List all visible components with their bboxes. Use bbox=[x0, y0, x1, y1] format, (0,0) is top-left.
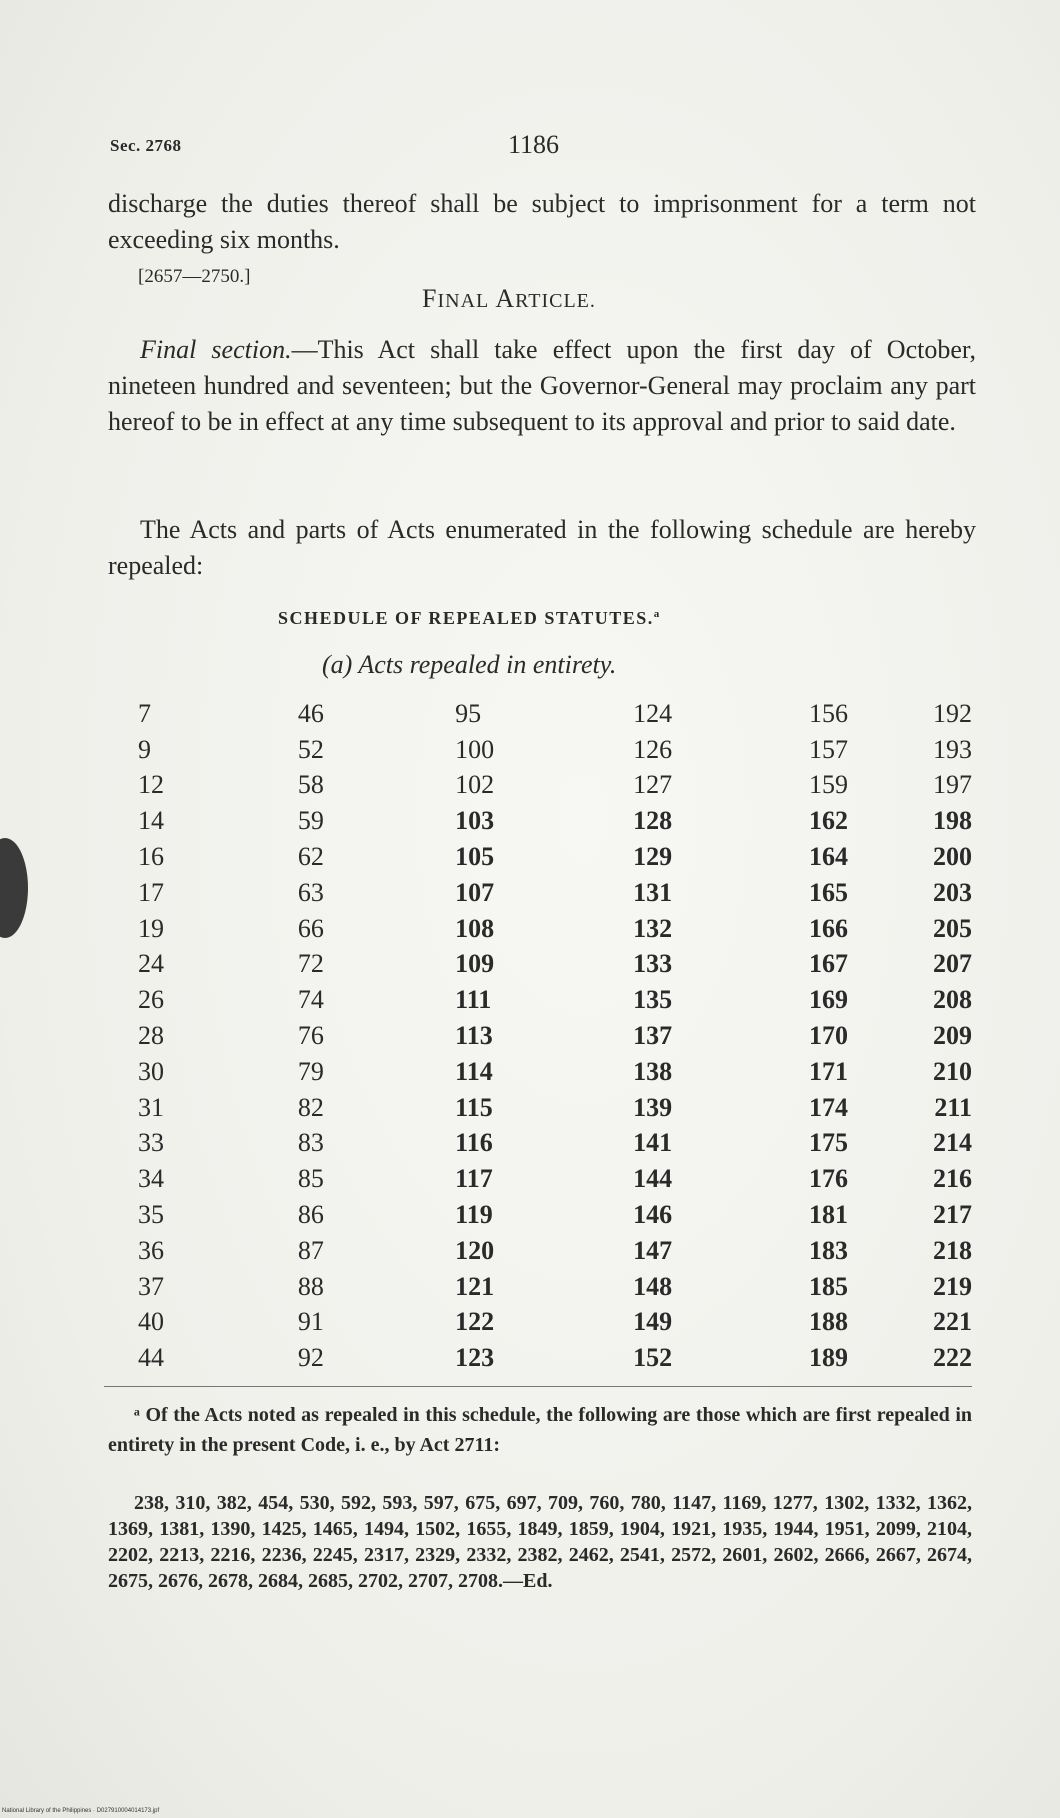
act-number-cell: 137 bbox=[633, 1021, 673, 1051]
act-number-cell: 208 bbox=[933, 985, 972, 1015]
act-number-cell: 36 bbox=[138, 1235, 164, 1265]
act-number-cell: 46 bbox=[297, 698, 324, 728]
act-number-cell: 109 bbox=[455, 949, 495, 979]
act-number-cell: 87 bbox=[297, 1235, 324, 1265]
act-number-cell: 157 bbox=[809, 734, 849, 764]
act-number-cell: 139 bbox=[633, 1092, 673, 1122]
act-number-cell: 156 bbox=[809, 698, 849, 728]
act-number-cell: 200 bbox=[933, 842, 972, 872]
act-number-cell: 193 bbox=[933, 734, 972, 764]
act-number-cell: 207 bbox=[933, 949, 972, 979]
article-heading-rest-1: INAL bbox=[437, 290, 490, 312]
table-row bbox=[108, 1233, 976, 1269]
article-heading-rest-2: RTICLE. bbox=[515, 290, 596, 312]
scan-artifact-dark-spot bbox=[0, 838, 28, 938]
act-number-cell: 117 bbox=[455, 1164, 493, 1194]
act-number-cell: 119 bbox=[455, 1200, 493, 1230]
act-number-cell: 40 bbox=[138, 1307, 164, 1337]
act-number-cell: 181 bbox=[809, 1200, 849, 1230]
act-number-cell: 138 bbox=[633, 1056, 673, 1086]
act-number-cell: 183 bbox=[809, 1235, 849, 1265]
act-number-cell: 185 bbox=[809, 1271, 849, 1301]
act-number-cell: 131 bbox=[633, 877, 673, 907]
act-number-cell: 95 bbox=[455, 698, 482, 728]
act-number-cell: 37 bbox=[138, 1271, 164, 1301]
act-number-cell: 209 bbox=[933, 1021, 972, 1051]
act-number-cell: 127 bbox=[633, 770, 673, 800]
act-number-cell: 174 bbox=[809, 1092, 849, 1122]
footnote-divider bbox=[104, 1386, 972, 1387]
table-row bbox=[108, 839, 976, 875]
footnote-act-list: 238, 310, 382, 454, 530, 592, 593, 597, 675, 697, 709, 760, 780, 1147, 1169, 1277, 1302, 1332, 1362, 1369, 1381, 1390, 1425, 1465, 1494, 1502, 1655, 1849, 1859, 1904, 1921, 1935, 1944, 1951, 2099, 2104, 2202, 2213, 2216, 2236, 2245, 2317, 2329, 2332, 2382, 2462, 2541, 2572, 2601, 2602, 2666, 2667, 2674, 2675, 2676, 2678, 2684, 2685, 2702, 2707, 2708.—Ed. bbox=[108, 1492, 972, 1592]
table-row bbox=[108, 911, 976, 947]
act-number-cell: 165 bbox=[809, 877, 849, 907]
act-number-cell: 74 bbox=[297, 985, 324, 1015]
act-number-cell: 79 bbox=[297, 1056, 324, 1086]
act-number-cell: 211 bbox=[934, 1092, 972, 1122]
act-number-cell: 72 bbox=[297, 949, 324, 979]
act-number-cell: 214 bbox=[933, 1128, 972, 1158]
act-number-cell: 205 bbox=[933, 913, 972, 943]
act-number-cell: 219 bbox=[933, 1271, 972, 1301]
section-number: Sec. 2768 bbox=[110, 136, 182, 155]
act-number-cell: 129 bbox=[633, 842, 673, 872]
act-number-cell: 83 bbox=[297, 1128, 324, 1158]
act-number-cell: 210 bbox=[933, 1056, 972, 1086]
article-heading bbox=[422, 284, 596, 314]
act-number-cell: 133 bbox=[633, 949, 673, 979]
repealed-acts-table-body bbox=[108, 696, 976, 1376]
schedule-title bbox=[278, 608, 661, 629]
act-number-cell: 35 bbox=[138, 1200, 164, 1230]
act-number-cell: 216 bbox=[933, 1164, 972, 1194]
act-number-cell: 128 bbox=[633, 806, 673, 836]
act-number-cell: 34 bbox=[138, 1164, 164, 1194]
act-number-cell: 30 bbox=[138, 1056, 164, 1086]
act-number-cell: 171 bbox=[809, 1056, 849, 1086]
act-number-cell: 197 bbox=[933, 770, 972, 800]
act-number-cell: 62 bbox=[297, 842, 324, 872]
act-number-cell: 12 bbox=[138, 770, 164, 800]
act-number-cell: 132 bbox=[633, 913, 673, 943]
act-number-cell: 152 bbox=[633, 1343, 673, 1373]
act-number-cell: 88 bbox=[297, 1271, 324, 1301]
table-row bbox=[108, 982, 976, 1018]
act-number-cell: 188 bbox=[809, 1307, 849, 1337]
act-number-cell: 33 bbox=[138, 1128, 164, 1158]
act-number-cell: 144 bbox=[633, 1164, 673, 1194]
table-row bbox=[108, 947, 976, 983]
table-row bbox=[108, 1054, 976, 1090]
act-number-cell: 66 bbox=[297, 913, 324, 943]
table-row bbox=[108, 732, 976, 768]
act-number-cell: 17 bbox=[138, 877, 164, 907]
schedule-subtitle: (a) Acts repealed in entirety. bbox=[322, 650, 617, 679]
act-number-cell: 14 bbox=[138, 806, 164, 836]
act-number-cell: 105 bbox=[455, 842, 495, 872]
table-row bbox=[108, 696, 976, 732]
act-number-cell: 218 bbox=[933, 1235, 972, 1265]
table-row bbox=[108, 1126, 976, 1162]
scan-credit: National Library of the Philippines · D027910004014173.jpf bbox=[2, 1808, 160, 1814]
footnote-text: ᵃ Of the Acts noted as repealed in this schedule, the following are those which are first repealed in entirety in the present Code, i. e., by Act 2711: bbox=[108, 1404, 972, 1456]
page-header bbox=[108, 130, 978, 160]
act-number-cell: 63 bbox=[297, 877, 324, 907]
schedule-title-text: SCHEDULE OF REPEALED STATUTES. bbox=[278, 608, 654, 628]
act-number-cell: 169 bbox=[809, 985, 849, 1015]
act-number-cell: 124 bbox=[633, 698, 673, 728]
act-number-cell: 26 bbox=[138, 985, 164, 1015]
repealed-acts-table bbox=[108, 696, 976, 1376]
table-row bbox=[108, 768, 976, 804]
act-number-cell: 167 bbox=[809, 949, 849, 979]
act-number-cell: 147 bbox=[633, 1235, 673, 1265]
act-number-cell: 176 bbox=[809, 1164, 849, 1194]
act-number-cell: 31 bbox=[138, 1092, 164, 1122]
article-heading-cap-1: F bbox=[422, 284, 438, 313]
act-number-cell: 59 bbox=[297, 806, 324, 836]
act-number-cell: 76 bbox=[297, 1021, 324, 1051]
act-number-cell: 9 bbox=[138, 734, 151, 764]
act-number-cell: 16 bbox=[138, 842, 164, 872]
act-number-cell: 114 bbox=[455, 1056, 493, 1086]
final-section-label: Final section. bbox=[140, 335, 292, 364]
act-number-cell: 149 bbox=[633, 1307, 673, 1337]
act-number-cell: 44 bbox=[138, 1343, 164, 1373]
act-number-cell: 102 bbox=[455, 770, 495, 800]
act-number-cell: 82 bbox=[297, 1092, 324, 1122]
act-number-cell: 135 bbox=[633, 985, 673, 1015]
page-number: 1186 bbox=[508, 130, 560, 159]
act-number-cell: 121 bbox=[455, 1271, 495, 1301]
act-number-cell: 217 bbox=[933, 1200, 972, 1230]
act-number-cell: 108 bbox=[455, 913, 495, 943]
act-number-cell: 91 bbox=[297, 1307, 324, 1337]
act-number-cell: 148 bbox=[633, 1271, 673, 1301]
act-number-cell: 111 bbox=[455, 985, 492, 1015]
act-number-cell: 221 bbox=[933, 1307, 972, 1337]
act-number-cell: 103 bbox=[455, 806, 495, 836]
table-row bbox=[108, 803, 976, 839]
act-number-cell: 120 bbox=[455, 1235, 495, 1265]
act-number-cell: 141 bbox=[633, 1128, 673, 1158]
act-number-cell: 19 bbox=[138, 913, 164, 943]
paragraph-continuation: discharge the duties thereof shall be subject to imprisonment for a term not exceeding six months. bbox=[108, 189, 976, 254]
act-number-cell: 159 bbox=[809, 770, 849, 800]
repeal-paragraph: The Acts and parts of Acts enumerated in the following schedule are hereby repealed: bbox=[108, 515, 976, 580]
act-number-cell: 86 bbox=[297, 1200, 324, 1230]
act-number-cell: 164 bbox=[809, 842, 849, 872]
act-number-cell: 122 bbox=[455, 1307, 495, 1337]
article-heading-cap-2: A bbox=[495, 284, 516, 313]
table-row bbox=[108, 1305, 976, 1341]
act-number-cell: 28 bbox=[138, 1021, 164, 1051]
act-number-cell: 7 bbox=[138, 698, 151, 728]
act-number-cell: 107 bbox=[455, 877, 495, 907]
final-section-text: —This Act shall take effect upon the first day of October, nineteen hundred and seventeen; but the Governor-General may proclaim any part hereof to be in effect at any time subsequent to its approval and prior to said date. bbox=[108, 335, 976, 436]
act-number-cell: 115 bbox=[455, 1092, 493, 1122]
final-section-paragraph bbox=[108, 332, 976, 440]
article-reference: [2657—2750.] bbox=[138, 266, 251, 287]
table-row bbox=[108, 875, 976, 911]
table-row bbox=[108, 1340, 976, 1376]
act-number-cell: 113 bbox=[455, 1021, 493, 1051]
act-number-cell: 166 bbox=[809, 913, 849, 943]
schedule-title-footnote-mark: a bbox=[653, 608, 661, 620]
act-number-cell: 175 bbox=[809, 1128, 849, 1158]
table-row bbox=[108, 1090, 976, 1126]
act-number-cell: 170 bbox=[809, 1021, 849, 1051]
table-row bbox=[108, 1269, 976, 1305]
act-number-cell: 146 bbox=[633, 1200, 673, 1230]
act-number-cell: 52 bbox=[297, 734, 324, 764]
act-number-cell: 92 bbox=[297, 1343, 324, 1373]
act-number-cell: 24 bbox=[138, 949, 164, 979]
act-number-cell: 116 bbox=[455, 1128, 493, 1158]
table-row bbox=[108, 1018, 976, 1054]
act-number-cell: 123 bbox=[455, 1343, 495, 1373]
table-row bbox=[108, 1197, 976, 1233]
act-number-cell: 222 bbox=[933, 1343, 972, 1373]
act-number-cell: 100 bbox=[455, 734, 495, 764]
act-number-cell: 203 bbox=[933, 877, 972, 907]
act-number-cell: 58 bbox=[297, 770, 324, 800]
act-number-cell: 198 bbox=[933, 806, 972, 836]
act-number-cell: 192 bbox=[933, 698, 972, 728]
table-row bbox=[108, 1161, 976, 1197]
act-number-cell: 189 bbox=[809, 1343, 849, 1373]
act-number-cell: 126 bbox=[633, 734, 673, 764]
act-number-cell: 162 bbox=[809, 806, 849, 836]
act-number-cell: 85 bbox=[297, 1164, 324, 1194]
